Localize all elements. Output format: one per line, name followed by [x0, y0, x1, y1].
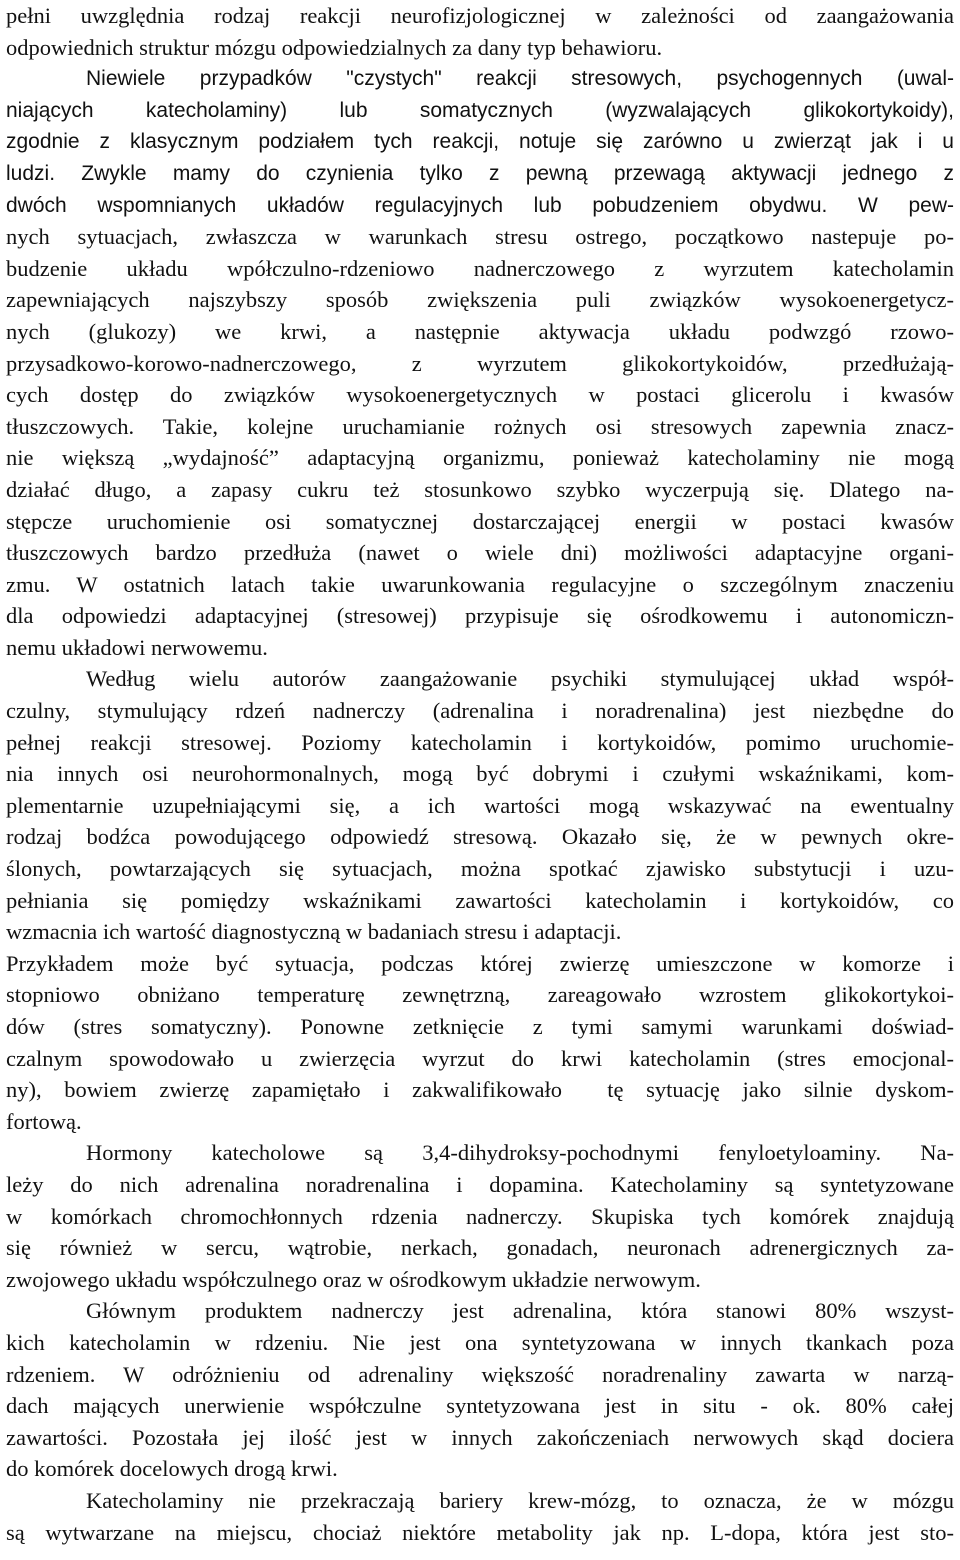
text-line: zgodnie z klasycznym podziałem tych reakcji, notuje się zarówno u zwierząt jak i u — [6, 130, 954, 154]
text-line: czalnym spowodowało u zwierzęcia wyrzut do krwi katecholamin (stres emocjonal- — [6, 1045, 954, 1071]
text-line: w komórkach chromochłonnych rdzenia nadnerczy. Skupiska tych komórek znajdują — [6, 1203, 954, 1229]
text-line: tłuszczowych bardzo przedłuża (nawet o wiele dni) możliwości adaptacyjne organi- — [6, 540, 954, 566]
text-line: działać długo, a zapasy cukru też stosunkowo szybko wyczerpują się. Dlatego na- — [6, 476, 954, 502]
text-line: rodzaj bodźca powodującego odpowiedź stresową. Okazało się, że w pewnych okre- — [6, 824, 954, 850]
text-line: odpowiednich struktur mózgu odpowiedzialnych za dany typ behawioru. — [6, 34, 663, 60]
text-line: dla odpowiedzi adaptacyjnej (stresowej) przypisuje się ośrodkowemu i autonomiczn- — [6, 603, 954, 629]
paragraph — [6, 0, 960, 63]
text-line: Przykładem może być sytuacja, podczas której zwierzę umieszczone w komorze i — [6, 950, 954, 976]
text-line: rdzeniem. W odróżnieniu od adrenaliny większość noradrenaliny zawarta w narzą- — [6, 1361, 954, 1387]
text-line: cych dostęp do związków wysokoenergetycznych w postaci glicerolu i kwasów — [6, 382, 954, 408]
text-line: zapewniających najszybszy sposób zwiększenia puli związków wysokoenergetycz- — [6, 287, 954, 313]
text-line: stępcze uruchomienie osi somatycznej dostarczającej energii w postaci kwasów — [6, 508, 954, 534]
text-line: nych sytuacjach, zwłaszcza w warunkach stresu ostrego, początkowo nastepuje po- — [6, 224, 954, 250]
text-line: leży do nich adrenalina noradrenalina i dopamina. Katecholaminy są syntetyzowane — [6, 1171, 954, 1197]
text-line: pełnej reakcji stresowej. Poziomy katecholamin i kortykoidów, pomimo uruchomie- — [6, 729, 954, 755]
text-line: się również w sercu, wątrobie, nerkach, gonadach, neuronach adrenergicznych za- — [6, 1235, 954, 1261]
text-line: ny), bowiem zwierzę zapamiętało i zakwalifikowało tę sytuację jako silnie dyskom- — [6, 1077, 954, 1103]
paragraph — [6, 1485, 960, 1548]
text-line: ludzi. Zwykle mamy do czynienia tylko z pewną przewagą aktywacji jednego z — [6, 161, 954, 185]
paragraph — [6, 663, 960, 947]
text-line: budzenie układu wpółczulno-rdzeniowo nadnerczowego z wyrzutem katecholamin — [6, 255, 954, 281]
text-line: są wytwarzane na miejscu, chociaż niektóre metabolity jak np. L-dopa, która jest sto- — [6, 1519, 954, 1545]
text-line: Według wielu autorów zaangażowanie psychiki stymulującej układ współ- — [86, 666, 954, 692]
text-line: Niewiele przypadków "czystych" reakcji stresowych, psychogennych (uwal- — [86, 67, 954, 91]
text-line: pełni uwzględnia rodzaj reakcji neurofizjologicznej w zależności od zaangażowania — [6, 3, 954, 28]
text-line: Hormony katecholowe są 3,4-dihydroksy-pochodnymi fenyloetyloaminy. Na- — [86, 1140, 954, 1166]
text-line: dach mających unerwienie współczulne syntetyzowana jest in situ - ok. 80% całej — [6, 1393, 954, 1419]
paragraph — [6, 63, 960, 663]
text-line: niających katecholaminy) lub somatycznych (wyzwalających glikokortykoidy), — [6, 98, 954, 122]
text-line: nie większą „wydajność” adaptacyjną organizmu, ponieważ katecholaminy nie mogą — [6, 445, 954, 471]
text-line: przysadkowo-korowo-nadnerczowego, z wyrzutem glikokortykoidów, przedłużają- — [6, 350, 954, 376]
text-line: tłuszczowych. Takie, kolejne uruchamianie rożnych osi stresowych zapewnia znacz- — [6, 413, 954, 439]
text-line: plementarnie uzupełniającymi się, a ich wartości mogą wskazywać na ewentualny — [6, 792, 954, 818]
text-line: czulny, stymulujący rdzeń nadnerczy (adrenalina i noradrenalina) jest niezbędne do — [6, 698, 954, 724]
paragraph — [6, 948, 960, 1138]
text-line: zawartości. Pozostała jej ilość jest w innych zakończeniach nerwowych skąd dociera — [6, 1424, 954, 1450]
text-line: pełniania się pomiędzy wskaźnikami zawartości katecholamin i kortykoidów, co — [6, 887, 954, 913]
text-line: zwojowego układu współczulnego oraz w ośrodkowym układzie nerwowym. — [6, 1266, 701, 1292]
text-line: wzmacnia ich wartość diagnostyczną w badaniach stresu i adaptacji. — [6, 919, 622, 945]
text-line: ślonych, powtarzających się sytuacjach, można spotkać zjawisko substytucji i uzu- — [6, 856, 954, 882]
paragraph — [6, 1137, 960, 1295]
text-line: fortową. — [6, 1108, 82, 1134]
text-line: nemu układowi nerwowemu. — [6, 634, 268, 660]
text-line: nych (glukozy) we krwi, a następnie aktywacja układu podwzgó rzowo- — [6, 318, 954, 344]
text-line: dwóch wspomnianych układów regulacyjnych lub pobudzeniem obydwu. W pew- — [6, 193, 954, 217]
text-line: kich katecholamin w rdzeniu. Nie jest ona syntetyzowana w innych tkankach poza — [6, 1329, 954, 1355]
text-line: nia innych osi neurohormonalnych, mogą być dobrymi i czułymi wskaźnikami, kom- — [6, 761, 954, 787]
text-line: Katecholaminy nie przekraczają bariery krew-mózg, to oznacza, że w mózgu — [86, 1487, 954, 1513]
text-line: Głównym produktem nadnerczy jest adrenalina, która stanowi 80% wszyst- — [86, 1298, 954, 1324]
text-line: do komórek docelowych drogą krwi. — [6, 1456, 338, 1482]
text-line: stopniowo obniżano temperaturę zewnętrzną, zareagowało wzrostem glikokortykoi- — [6, 982, 954, 1008]
text-line: dów (stres somatyczny). Ponowne zetknięcie z tymi samymi warunkami doświad- — [6, 1014, 954, 1039]
text-line: zmu. W ostatnich latach takie uwarunkowania regulacyjne o szczególnym znaczeniu — [6, 571, 954, 597]
paragraph — [6, 1295, 960, 1485]
